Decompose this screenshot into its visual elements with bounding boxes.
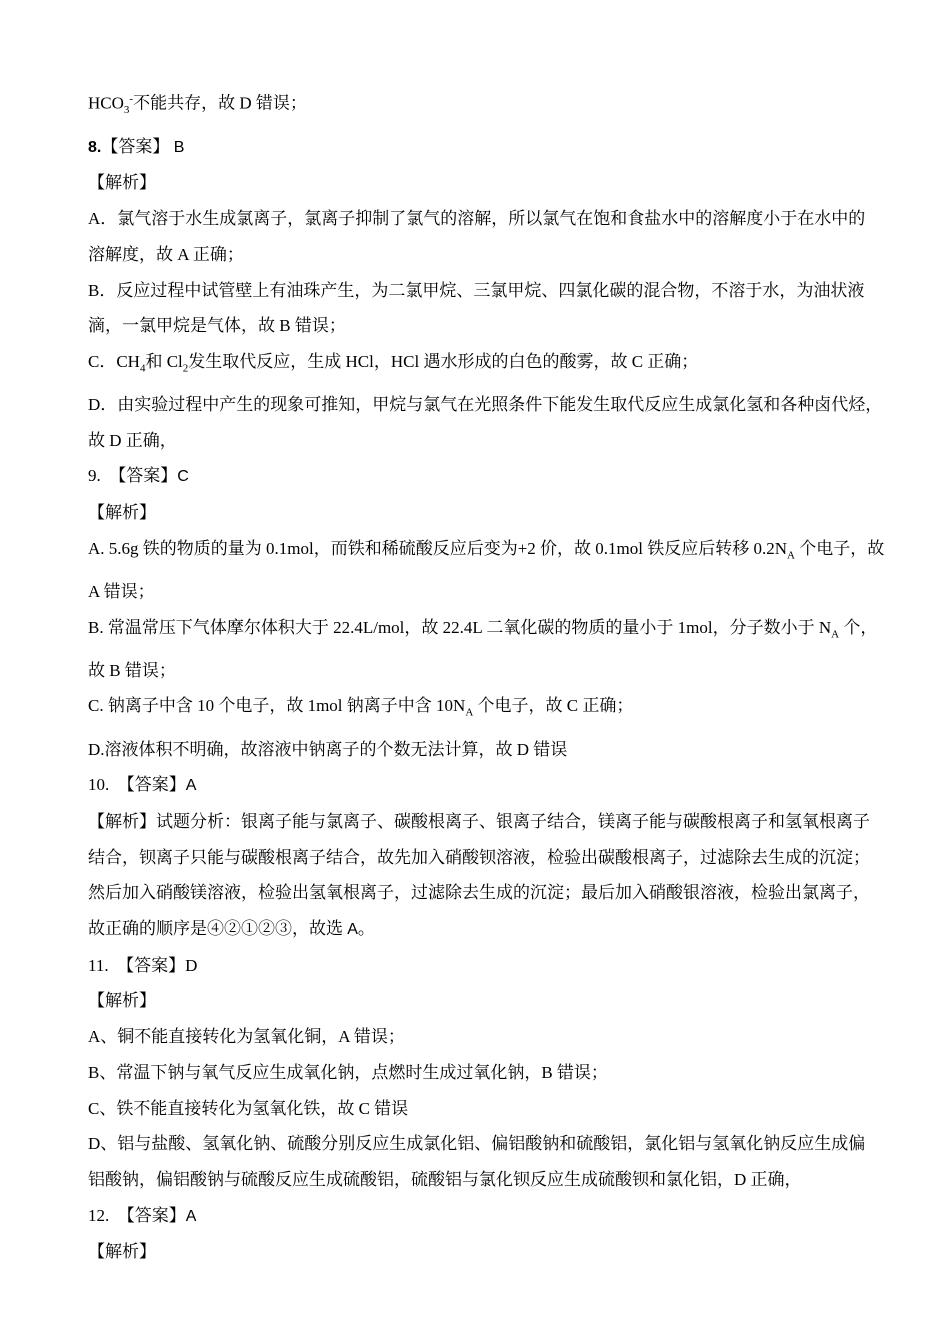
text-line <box>88 732 890 768</box>
superscript-text: - <box>129 93 134 105</box>
subscript-text: A <box>787 549 795 562</box>
text-segment: B、常温下钠与氧气反应生成氧化钠，点燃时生成过氧化钠，B 错误； <box>88 1062 608 1082</box>
text-line <box>88 1234 890 1270</box>
text-segment: 不能共存，故 D 错误； <box>133 93 307 113</box>
text-segment: 个， <box>839 617 878 637</box>
text-segment: 。 <box>357 919 375 939</box>
text-segment: B．反应过程中试管壁上有油珠产生，为二氯甲烷、三氯甲烷、四氯化碳的混合物，不溶于水，为油状液 <box>88 280 865 300</box>
text-line <box>88 1091 890 1127</box>
text-segment: 【解析】 <box>88 503 156 523</box>
text-segment: D.溶液体积不明确，故溶液中钠离子的个数无法计算，故 D 错误 <box>88 739 568 759</box>
text-line <box>88 1162 890 1198</box>
text-segment: 【解析】 <box>88 991 156 1011</box>
text-segment: 11. 【答案】D <box>88 955 198 975</box>
text-line <box>88 423 890 459</box>
text-segment: 8. <box>88 138 102 156</box>
text-segment: 【解析】试题分析：银离子能与氯离子、碳酸根离子、银离子结合，镁离子能与碳酸根离子和氢氧根离子 <box>88 811 870 831</box>
text-line <box>88 767 890 804</box>
text-line <box>88 688 890 731</box>
text-line <box>88 344 890 387</box>
text-segment: B. 常温常压下气体摩尔体积大于 22.4L/mol，故 22.4L 二氧化碳的物质的量小于 1mol，分子数小于 N <box>88 617 832 637</box>
text-segment: 故 B 错误； <box>88 660 176 680</box>
text-line <box>88 911 890 948</box>
text-segment: A、铜不能直接转化为氢氧化铜，A 错误； <box>88 1027 405 1047</box>
text-segment: 溶解度，故 A 正确； <box>88 244 244 264</box>
text-segment: 【答案】 <box>101 136 170 156</box>
text-line <box>88 1126 890 1162</box>
subscript-text: A <box>831 628 840 641</box>
text-segment: 和 Cl <box>145 351 183 371</box>
text-line <box>88 458 890 495</box>
text-segment: 滴，一氯甲烷是气体，故 B 错误； <box>88 316 346 336</box>
text-segment: 【解析】 <box>88 173 156 193</box>
text-line <box>88 948 890 984</box>
subscript-text: 4 <box>139 362 146 375</box>
text-line <box>88 875 890 911</box>
document-content <box>88 82 890 1270</box>
text-line <box>88 82 890 129</box>
subscript-text: A <box>465 706 474 719</box>
text-segment: 9. 【答案】 <box>88 466 178 486</box>
text-segment: C、铁不能直接转化为氢氧化铁，故 C 错误 <box>88 1098 409 1118</box>
text-line <box>88 201 890 237</box>
subscript-text: 3 <box>123 104 130 117</box>
text-segment: D、铝与盐酸、氢氧化钠、硫酸分别反应生成氯化铝、偏铝酸钠和硫酸铝，氯化铝与氢氧化钠反应生成偏 <box>88 1134 866 1154</box>
text-line <box>88 308 890 344</box>
text-line <box>88 1019 890 1055</box>
text-line <box>88 165 890 201</box>
text-segment: 故正确的顺序是④②①②③，故选 <box>88 919 348 939</box>
text-segment: A <box>347 921 358 939</box>
text-segment: 10. 【答案】 <box>88 775 186 795</box>
text-line <box>88 387 890 423</box>
text-segment: D．由实验过程中产生的现象可推知，甲烷与氯气在光照条件下能发生取代反应生成氯化氢和各种卤代烃， <box>88 395 883 415</box>
text-line <box>88 653 890 689</box>
text-segment: 故 D 正确， <box>88 430 177 450</box>
text-line <box>88 610 890 653</box>
text-segment: C．CH <box>88 351 140 371</box>
text-line <box>88 1055 890 1091</box>
text-line <box>88 531 890 574</box>
text-segment: B <box>169 138 185 156</box>
text-line <box>88 840 890 876</box>
text-line <box>88 983 890 1019</box>
text-segment: 个电子，故 C 正确； <box>473 696 634 716</box>
text-segment: A <box>185 1207 197 1225</box>
text-line <box>88 1198 890 1235</box>
text-line <box>88 237 890 273</box>
text-segment: 然后加入硝酸镁溶液，检验出氢氧根离子，过滤除去生成的沉淀；最后加入硝酸银溶液，检验出氯离子， <box>88 883 870 903</box>
text-segment: A．氯气溶于水生成氯离子，氯离子抑制了氯气的溶解，所以氯气在饱和食盐水中的溶解度小于在水中的 <box>88 209 866 229</box>
text-segment: C. 钠离子中含 10 个电子，故 1mol 钠离子中含 10N <box>88 696 466 716</box>
text-segment: HCO <box>88 93 124 113</box>
text-segment: 个电子，故 <box>795 538 885 558</box>
text-line <box>88 495 890 531</box>
text-segment: 12. 【答案】 <box>88 1205 186 1225</box>
text-segment: C <box>177 468 189 486</box>
text-segment: A <box>185 777 197 795</box>
text-line <box>88 129 890 166</box>
text-segment: 发生取代反应，生成 HCl，HCl 遇水形成的白色的酸雾，故 C 正确； <box>188 351 699 371</box>
text-segment: 铝酸钠，偏铝酸钠与硫酸反应生成硫酸铝，硫酸铝与氯化钡反应生成硫酸钡和氯化铝，D 正确， <box>88 1170 802 1189</box>
text-segment: A 错误； <box>88 581 155 601</box>
text-segment: A. 5.6g 铁的物质的量为 0.1mol，而铁和稀硫酸反应后变为+2 价，故 0.1mol 铁反应后转移 0.2N <box>88 538 788 558</box>
text-segment: 结合，钡离子只能与碳酸根离子结合，故先加入硝酸钡溶液，检验出碳酸根离子，过滤除去生成的沉淀； <box>88 847 870 867</box>
text-line <box>88 273 890 309</box>
subscript-text: 2 <box>182 362 189 375</box>
text-line <box>88 804 890 840</box>
text-line <box>88 574 890 610</box>
text-segment: 【解析】 <box>88 1242 156 1262</box>
